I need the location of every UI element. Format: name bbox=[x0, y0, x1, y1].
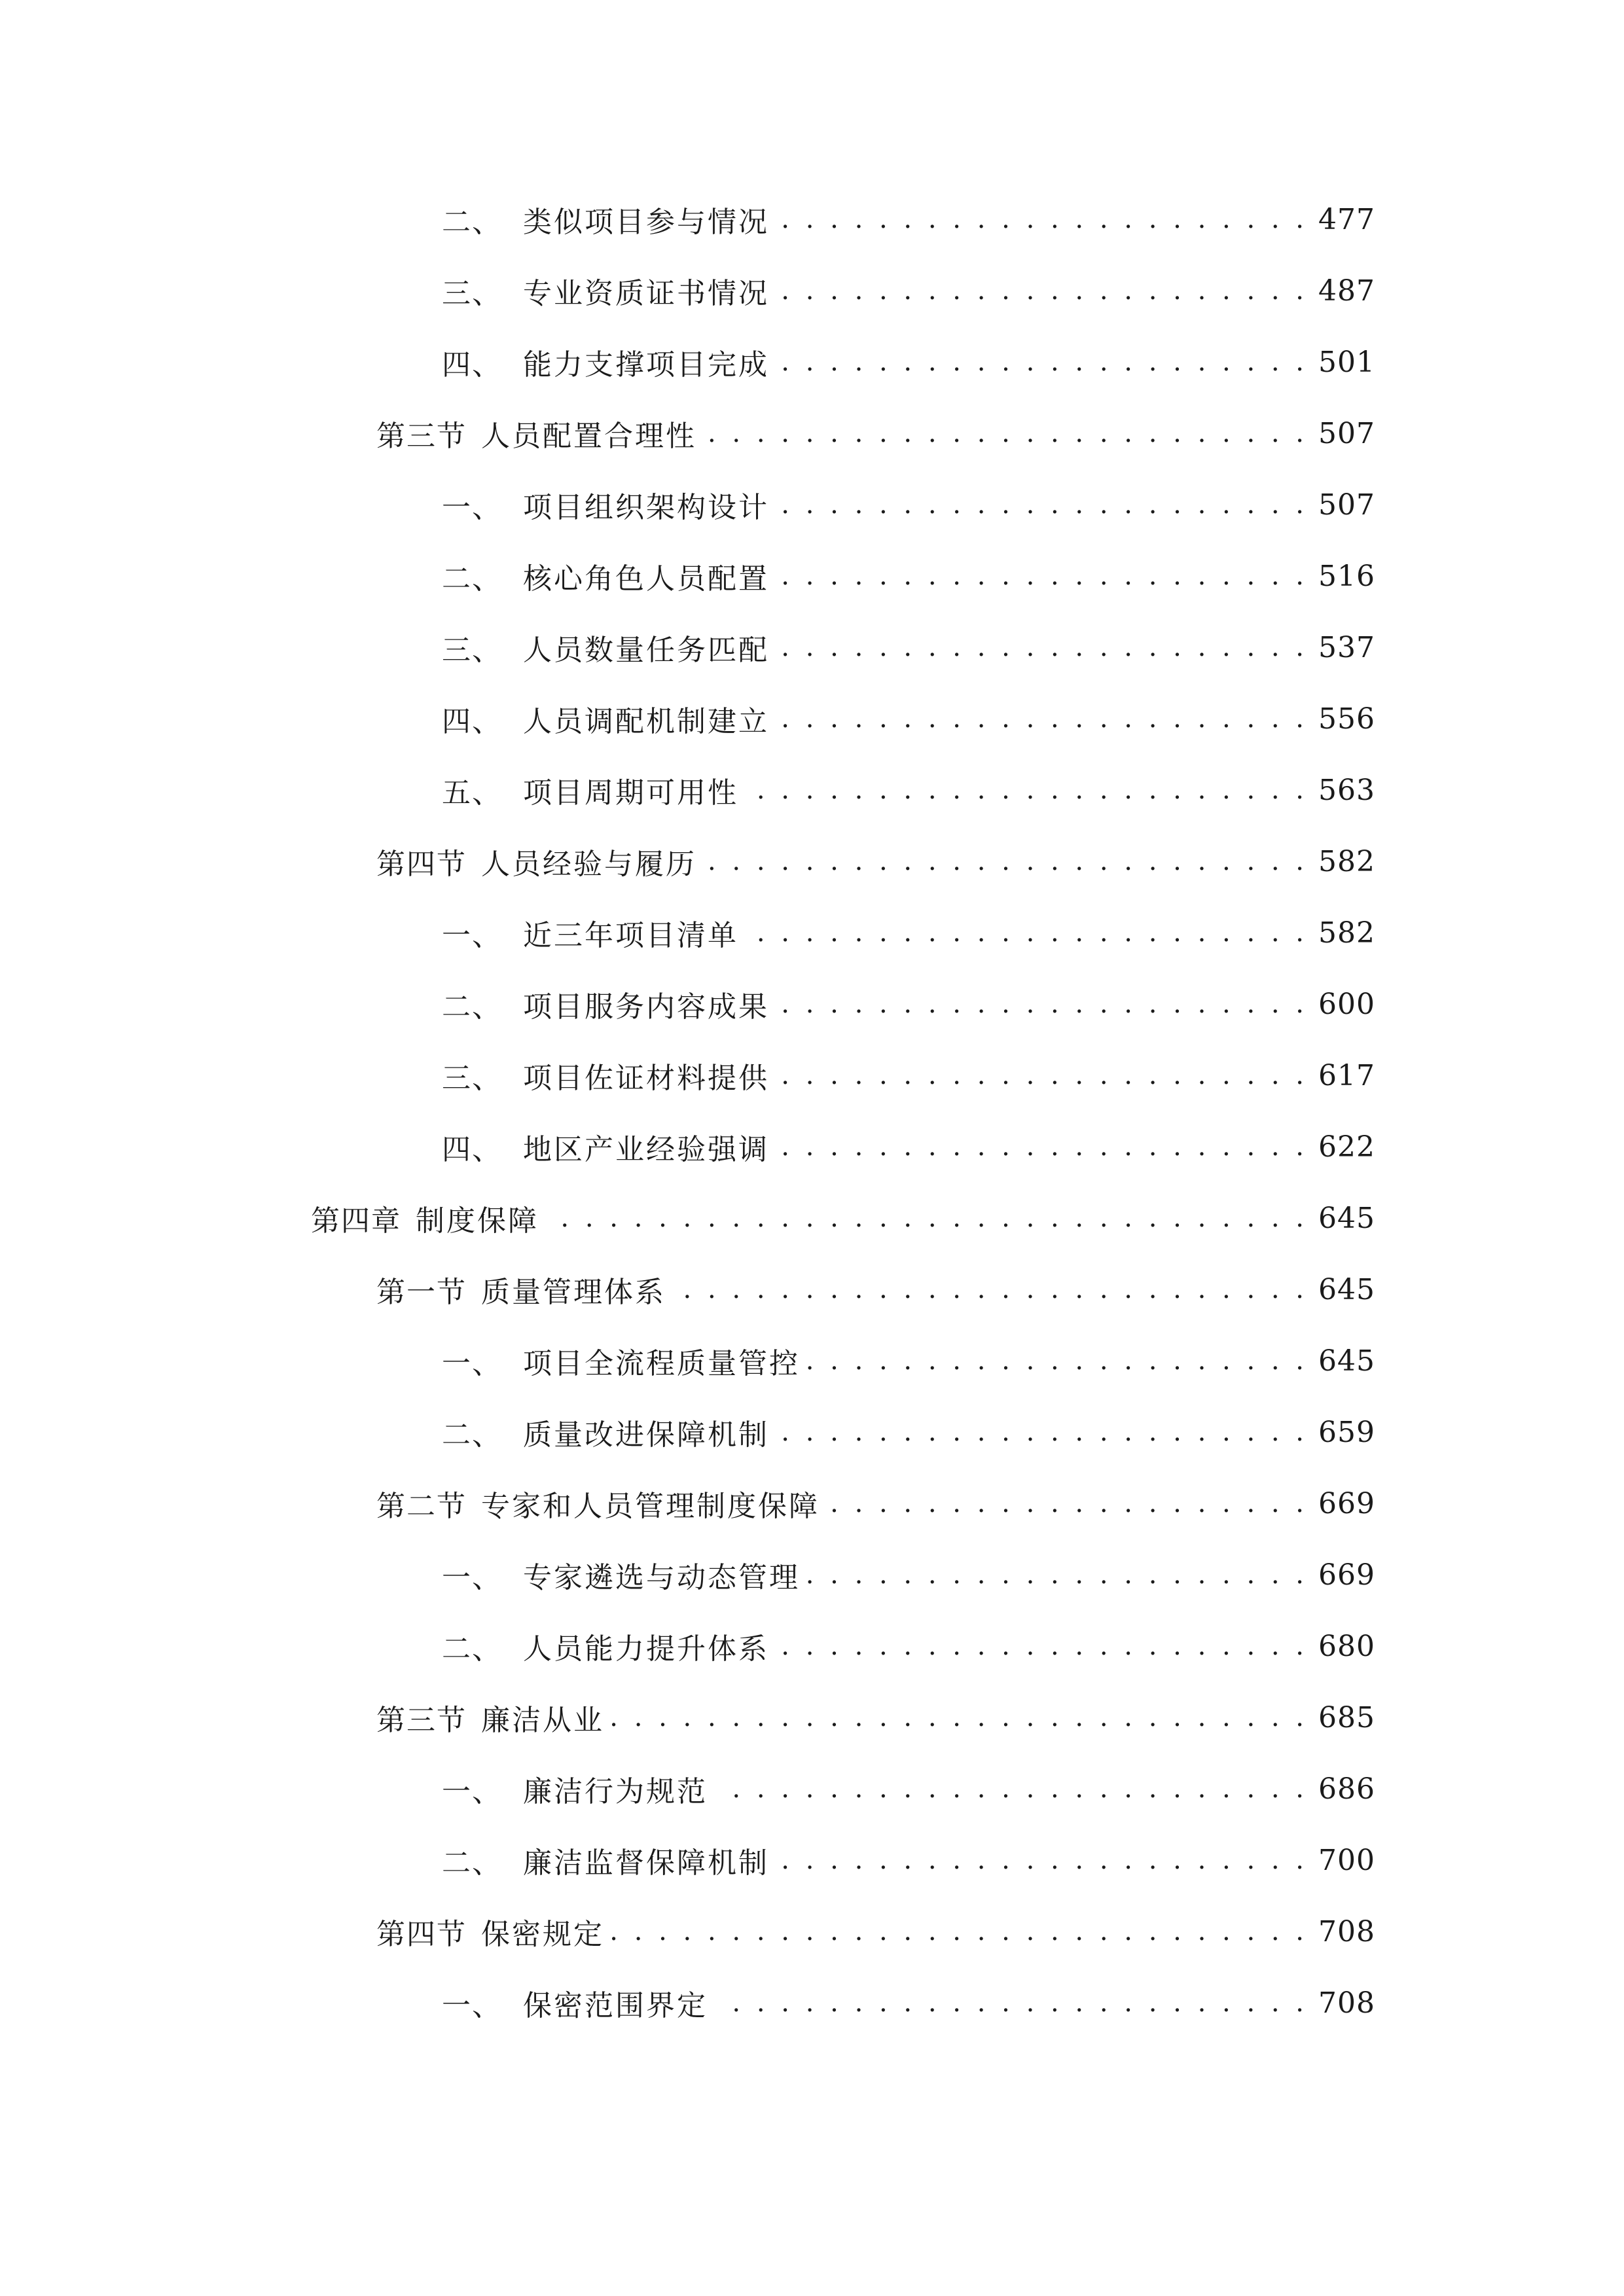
dot-leader bbox=[777, 553, 1308, 599]
toc-entry-title: 廉洁从业 bbox=[481, 1704, 604, 1737]
toc-entry-title: 人员能力提升体系 bbox=[523, 1632, 769, 1666]
toc-entry-title: 项目组织架构设计 bbox=[523, 491, 769, 524]
toc-entry-title: 廉洁行为规范 bbox=[523, 1775, 708, 1808]
toc-entry-title: 人员经验与履历 bbox=[481, 848, 696, 881]
toc-entry-number: 二、 bbox=[442, 1418, 502, 1452]
dot-leader bbox=[777, 696, 1308, 742]
dot-leader bbox=[777, 981, 1308, 1027]
toc-entry-section[interactable] bbox=[442, 1124, 1375, 1170]
toc-entry-page: 686 bbox=[1318, 1772, 1375, 1806]
toc-entry-section[interactable] bbox=[442, 339, 1375, 385]
toc-entry-section[interactable] bbox=[442, 482, 1375, 528]
toc-entry-number: 三、 bbox=[442, 277, 502, 310]
toc-entry-title: 项目佐证材料提供 bbox=[523, 1062, 769, 1095]
dot-leader bbox=[777, 196, 1308, 242]
toc-entry-section[interactable] bbox=[442, 767, 1375, 813]
toc-entry-number: 一、 bbox=[442, 1347, 502, 1380]
toc-entry-subchapter[interactable] bbox=[376, 1266, 1375, 1312]
dot-leader bbox=[612, 1695, 1308, 1740]
toc-entry-number: 第四节 bbox=[376, 1918, 467, 1951]
dot-leader bbox=[808, 1552, 1308, 1598]
toc-entry-title: 项目周期可用性 bbox=[523, 776, 738, 810]
toc-entry-subchapter[interactable] bbox=[376, 838, 1375, 884]
toc-entry-page: 685 bbox=[1318, 1700, 1375, 1734]
toc-entry-page: 563 bbox=[1318, 773, 1375, 807]
toc-entry-page: 556 bbox=[1318, 702, 1375, 736]
toc-entry-page: 708 bbox=[1318, 1986, 1375, 2020]
dot-leader bbox=[704, 838, 1308, 884]
toc-entry-page: 669 bbox=[1318, 1486, 1375, 1520]
toc-entry-title: 质量改进保障机制 bbox=[523, 1418, 769, 1452]
toc-entry-page: 507 bbox=[1318, 488, 1375, 522]
toc-entry-number: 一、 bbox=[442, 1989, 502, 2022]
toc-entry-section[interactable] bbox=[442, 1766, 1375, 1812]
dot-leader bbox=[777, 1409, 1308, 1455]
dot-leader bbox=[746, 910, 1308, 956]
toc-entry-title: 专家遴选与动态管理 bbox=[523, 1561, 800, 1594]
toc-entry-title: 制度保障 bbox=[416, 1204, 539, 1238]
toc-entry-page: 537 bbox=[1318, 630, 1375, 664]
toc-entry-number: 第一节 bbox=[376, 1276, 467, 1309]
toc-entry-section[interactable] bbox=[442, 1409, 1375, 1455]
dot-leader bbox=[715, 1766, 1308, 1812]
toc-entry-page: 645 bbox=[1318, 1344, 1375, 1378]
toc-entry-number: 四、 bbox=[442, 705, 502, 738]
toc-entry-page: 700 bbox=[1318, 1843, 1375, 1877]
toc-entry-section[interactable] bbox=[442, 696, 1375, 742]
toc-entry-number: 第二节 bbox=[376, 1490, 467, 1523]
toc-entry-chapter[interactable] bbox=[311, 1195, 1375, 1241]
toc-entry-title: 专业资质证书情况 bbox=[523, 277, 769, 310]
toc-entry-section[interactable] bbox=[442, 1980, 1375, 2026]
toc-entry-section[interactable] bbox=[442, 268, 1375, 314]
dot-leader bbox=[777, 1052, 1308, 1098]
dot-leader bbox=[777, 482, 1308, 528]
toc-entry-number: 一、 bbox=[442, 1775, 502, 1808]
dot-leader bbox=[777, 1837, 1308, 1883]
dot-leader bbox=[777, 1124, 1308, 1170]
dot-leader bbox=[777, 1623, 1308, 1669]
toc-entry-number: 二、 bbox=[442, 1632, 502, 1666]
dot-leader bbox=[777, 624, 1308, 670]
toc-entry-page: 501 bbox=[1318, 345, 1375, 379]
toc-entry-title: 能力支撑项目完成 bbox=[523, 348, 769, 382]
toc-entry-title: 专家和人员管理制度保障 bbox=[481, 1490, 820, 1523]
toc-entry-number: 第四节 bbox=[376, 848, 467, 881]
toc-entry-number: 五、 bbox=[442, 776, 502, 810]
toc-entry-title: 人员配置合理性 bbox=[481, 420, 696, 453]
dot-leader bbox=[777, 339, 1308, 385]
toc-entry-section[interactable] bbox=[442, 981, 1375, 1027]
toc-entry-page: 600 bbox=[1318, 987, 1375, 1021]
toc-entry-number: 二、 bbox=[442, 990, 502, 1024]
toc-entry-section[interactable] bbox=[442, 910, 1375, 956]
toc-entry-title: 保密规定 bbox=[481, 1918, 604, 1951]
toc-entry-title: 核心角色人员配置 bbox=[523, 562, 769, 596]
dot-leader bbox=[704, 410, 1308, 456]
toc-entry-page: 669 bbox=[1318, 1558, 1375, 1592]
toc-entry-number: 一、 bbox=[442, 1561, 502, 1594]
toc-entry-number: 二、 bbox=[442, 206, 502, 239]
dot-leader bbox=[715, 1980, 1308, 2026]
toc-entry-page: 582 bbox=[1318, 844, 1375, 878]
toc-entry-page: 659 bbox=[1318, 1415, 1375, 1449]
toc-entry-page: 645 bbox=[1318, 1201, 1375, 1235]
dot-leader bbox=[827, 1480, 1308, 1526]
dot-leader bbox=[674, 1266, 1308, 1312]
dot-leader bbox=[777, 268, 1308, 314]
toc-entry-page: 622 bbox=[1318, 1130, 1375, 1164]
toc-entry-page: 487 bbox=[1318, 274, 1375, 308]
toc-entry-number: 二、 bbox=[442, 562, 502, 596]
toc-entry-number: 一、 bbox=[442, 919, 502, 952]
toc-entry-number: 第四章 bbox=[311, 1204, 401, 1238]
dot-leader bbox=[808, 1338, 1308, 1384]
toc-entry-title: 人员调配机制建立 bbox=[523, 705, 769, 738]
toc-entry-page: 708 bbox=[1318, 1914, 1375, 1948]
toc-entry-section[interactable] bbox=[442, 624, 1375, 670]
dot-leader bbox=[612, 1909, 1308, 1954]
toc-entry-title: 项目全流程质量管控 bbox=[523, 1347, 800, 1380]
toc-entry-subchapter[interactable] bbox=[376, 1480, 1375, 1526]
toc-entry-number: 三、 bbox=[442, 1062, 502, 1095]
toc-entry-page: 582 bbox=[1318, 916, 1375, 950]
toc-entry-number: 四、 bbox=[442, 1133, 502, 1166]
toc-entry-section[interactable] bbox=[442, 553, 1375, 599]
toc-entry-number: 一、 bbox=[442, 491, 502, 524]
toc-entry-subchapter[interactable] bbox=[376, 1695, 1375, 1740]
toc-entry-page: 617 bbox=[1318, 1058, 1375, 1092]
toc-entry-title: 廉洁监督保障机制 bbox=[523, 1846, 769, 1880]
toc-entry-section[interactable] bbox=[442, 1837, 1375, 1883]
toc-entry-section[interactable] bbox=[442, 1052, 1375, 1098]
toc-entry-section[interactable] bbox=[442, 196, 1375, 242]
toc-entry-page: 507 bbox=[1318, 416, 1375, 450]
toc-entry-page: 645 bbox=[1318, 1272, 1375, 1306]
toc-entry-title: 近三年项目清单 bbox=[523, 919, 738, 952]
toc-entry-title: 地区产业经验强调 bbox=[523, 1133, 769, 1166]
toc-entry-subchapter[interactable] bbox=[376, 1909, 1375, 1954]
toc-entry-page: 477 bbox=[1318, 202, 1375, 236]
toc-entry-title: 类似项目参与情况 bbox=[523, 206, 769, 239]
toc-entry-number: 第三节 bbox=[376, 1704, 467, 1737]
toc-entry-page: 680 bbox=[1318, 1629, 1375, 1663]
toc-entry-number: 四、 bbox=[442, 348, 502, 382]
toc-entry-section[interactable] bbox=[442, 1552, 1375, 1598]
toc-entry-page: 516 bbox=[1318, 559, 1375, 593]
toc-entry-section[interactable] bbox=[442, 1338, 1375, 1384]
toc-entry-number: 第三节 bbox=[376, 420, 467, 453]
toc-entry-title: 项目服务内容成果 bbox=[523, 990, 769, 1024]
toc-entry-title: 保密范围界定 bbox=[523, 1989, 708, 2022]
dot-leader bbox=[547, 1195, 1308, 1241]
toc-entry-number: 二、 bbox=[442, 1846, 502, 1880]
dot-leader bbox=[746, 767, 1308, 813]
toc-entry-number: 三、 bbox=[442, 634, 502, 667]
toc-entry-subchapter[interactable] bbox=[376, 410, 1375, 456]
toc-entry-title: 人员数量任务匹配 bbox=[523, 634, 769, 667]
toc-entry-title: 质量管理体系 bbox=[481, 1276, 666, 1309]
toc-entry-section[interactable] bbox=[442, 1623, 1375, 1669]
